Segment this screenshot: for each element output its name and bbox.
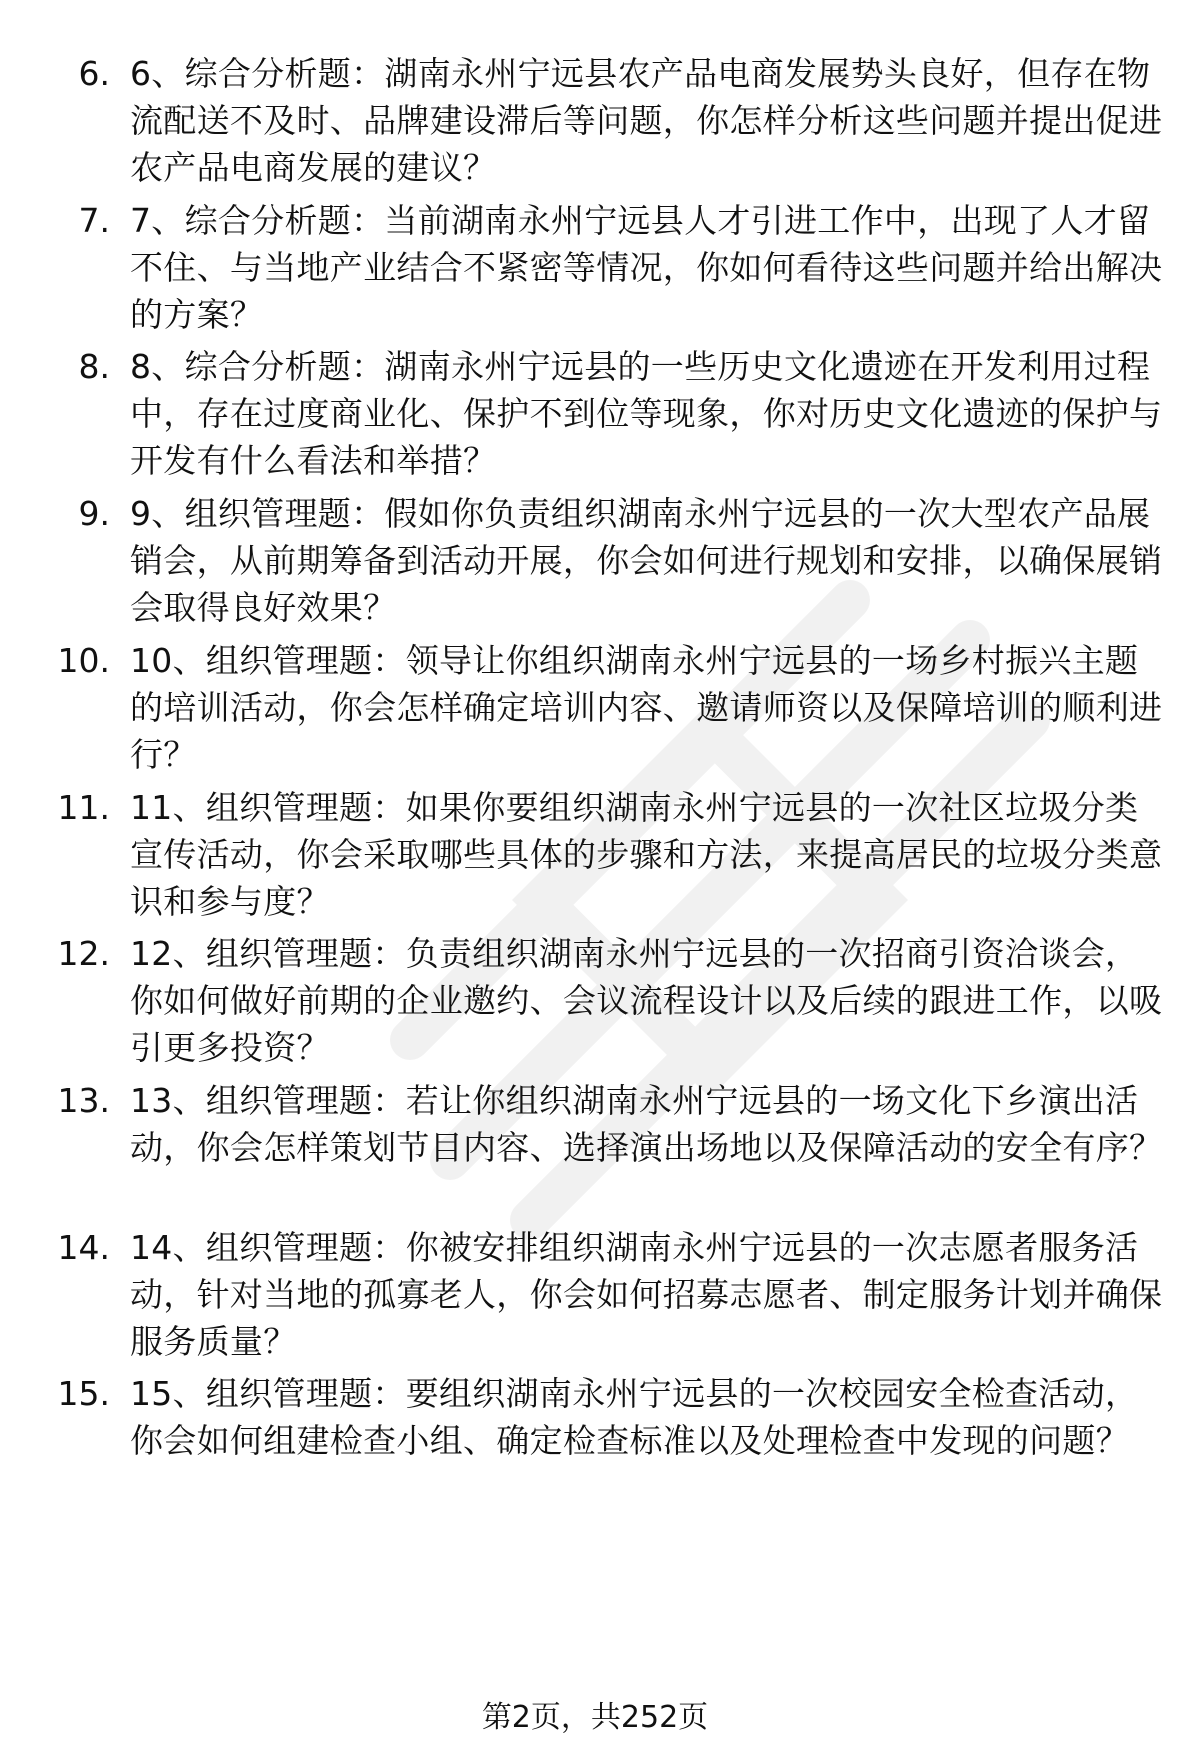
question-number: 15. [57, 1374, 110, 1413]
question-item [0, 784, 1190, 944]
question-item [0, 197, 1190, 357]
question-item [0, 490, 1190, 650]
question-number: 11. [57, 788, 110, 827]
question-number: 8. [78, 347, 110, 386]
question-item [0, 343, 1190, 503]
question-number: 12. [57, 934, 110, 973]
question-item [0, 50, 1190, 210]
question-text: 11、组织管理题：如果你要组织湖南永州宁远县的一次社区垃圾分类宣传活动，你会采取哪些具体的步骤和方法，来提高居民的垃圾分类意识和参与度？ [130, 788, 1163, 921]
question-item [0, 1370, 1190, 1530]
question-number: 10. [57, 641, 110, 680]
page-number: 第2页，共252页 [481, 1700, 709, 1735]
question-text: 15、组织管理题：要组织湖南永州宁远县的一次校园安全检查活动，你会如何组建检查小组、确定检查标准以及处理检查中发现的问题？ [130, 1374, 1139, 1460]
question-text: 6、综合分析题：湖南永州宁远县农产品电商发展势头良好，但存在物流配送不及时、品牌建设滞后等问题，你怎样分析这些问题并提出促进农产品电商发展的建议？ [130, 54, 1163, 187]
question-number: 14. [57, 1228, 110, 1267]
question-item [0, 637, 1190, 797]
question-text: 12、组织管理题：负责组织湖南永州宁远县的一次招商引资洽谈会，你如何做好前期的企业邀约、会议流程设计以及后续的跟进工作，以吸引更多投资？ [130, 934, 1163, 1067]
question-item [0, 930, 1190, 1090]
question-text: 10、组织管理题：领导让你组织湖南永州宁远县的一场乡村振兴主题的培训活动，你会怎样确定培训内容、邀请师资以及保障培训的顺利进行？ [130, 641, 1163, 774]
question-number: 7. [78, 201, 110, 240]
question-number: 6. [78, 54, 110, 93]
question-text: 7、综合分析题：当前湖南永州宁远县人才引进工作中，出现了人才留不住、与当地产业结合不紧密等情况，你如何看待这些问题并给出解决的方案？ [130, 201, 1163, 334]
question-text: 9、组织管理题：假如你负责组织湖南永州宁远县的一次大型农产品展销会，从前期筹备到活动开展，你会如何进行规划和安排，以确保展销会取得良好效果？ [130, 494, 1163, 627]
question-text: 13、组织管理题：若让你组织湖南永州宁远县的一场文化下乡演出活动，你会怎样策划节目内容、选择演出场地以及保障活动的安全有序？ [130, 1081, 1163, 1167]
question-number: 9. [78, 494, 110, 533]
question-text: 14、组织管理题：你被安排组织湖南永州宁远县的一次志愿者服务活动，针对当地的孤寡老人，你会如何招募志愿者、制定服务计划并确保服务质量？ [130, 1228, 1163, 1361]
question-number: 13. [57, 1081, 110, 1120]
question-item [0, 1077, 1190, 1237]
question-item [0, 1224, 1190, 1384]
question-text: 8、综合分析题：湖南永州宁远县的一些历史文化遗迹在开发利用过程中，存在过度商业化、保护不到位等现象，你对历史文化遗迹的保护与开发有什么看法和举措？ [130, 347, 1163, 480]
